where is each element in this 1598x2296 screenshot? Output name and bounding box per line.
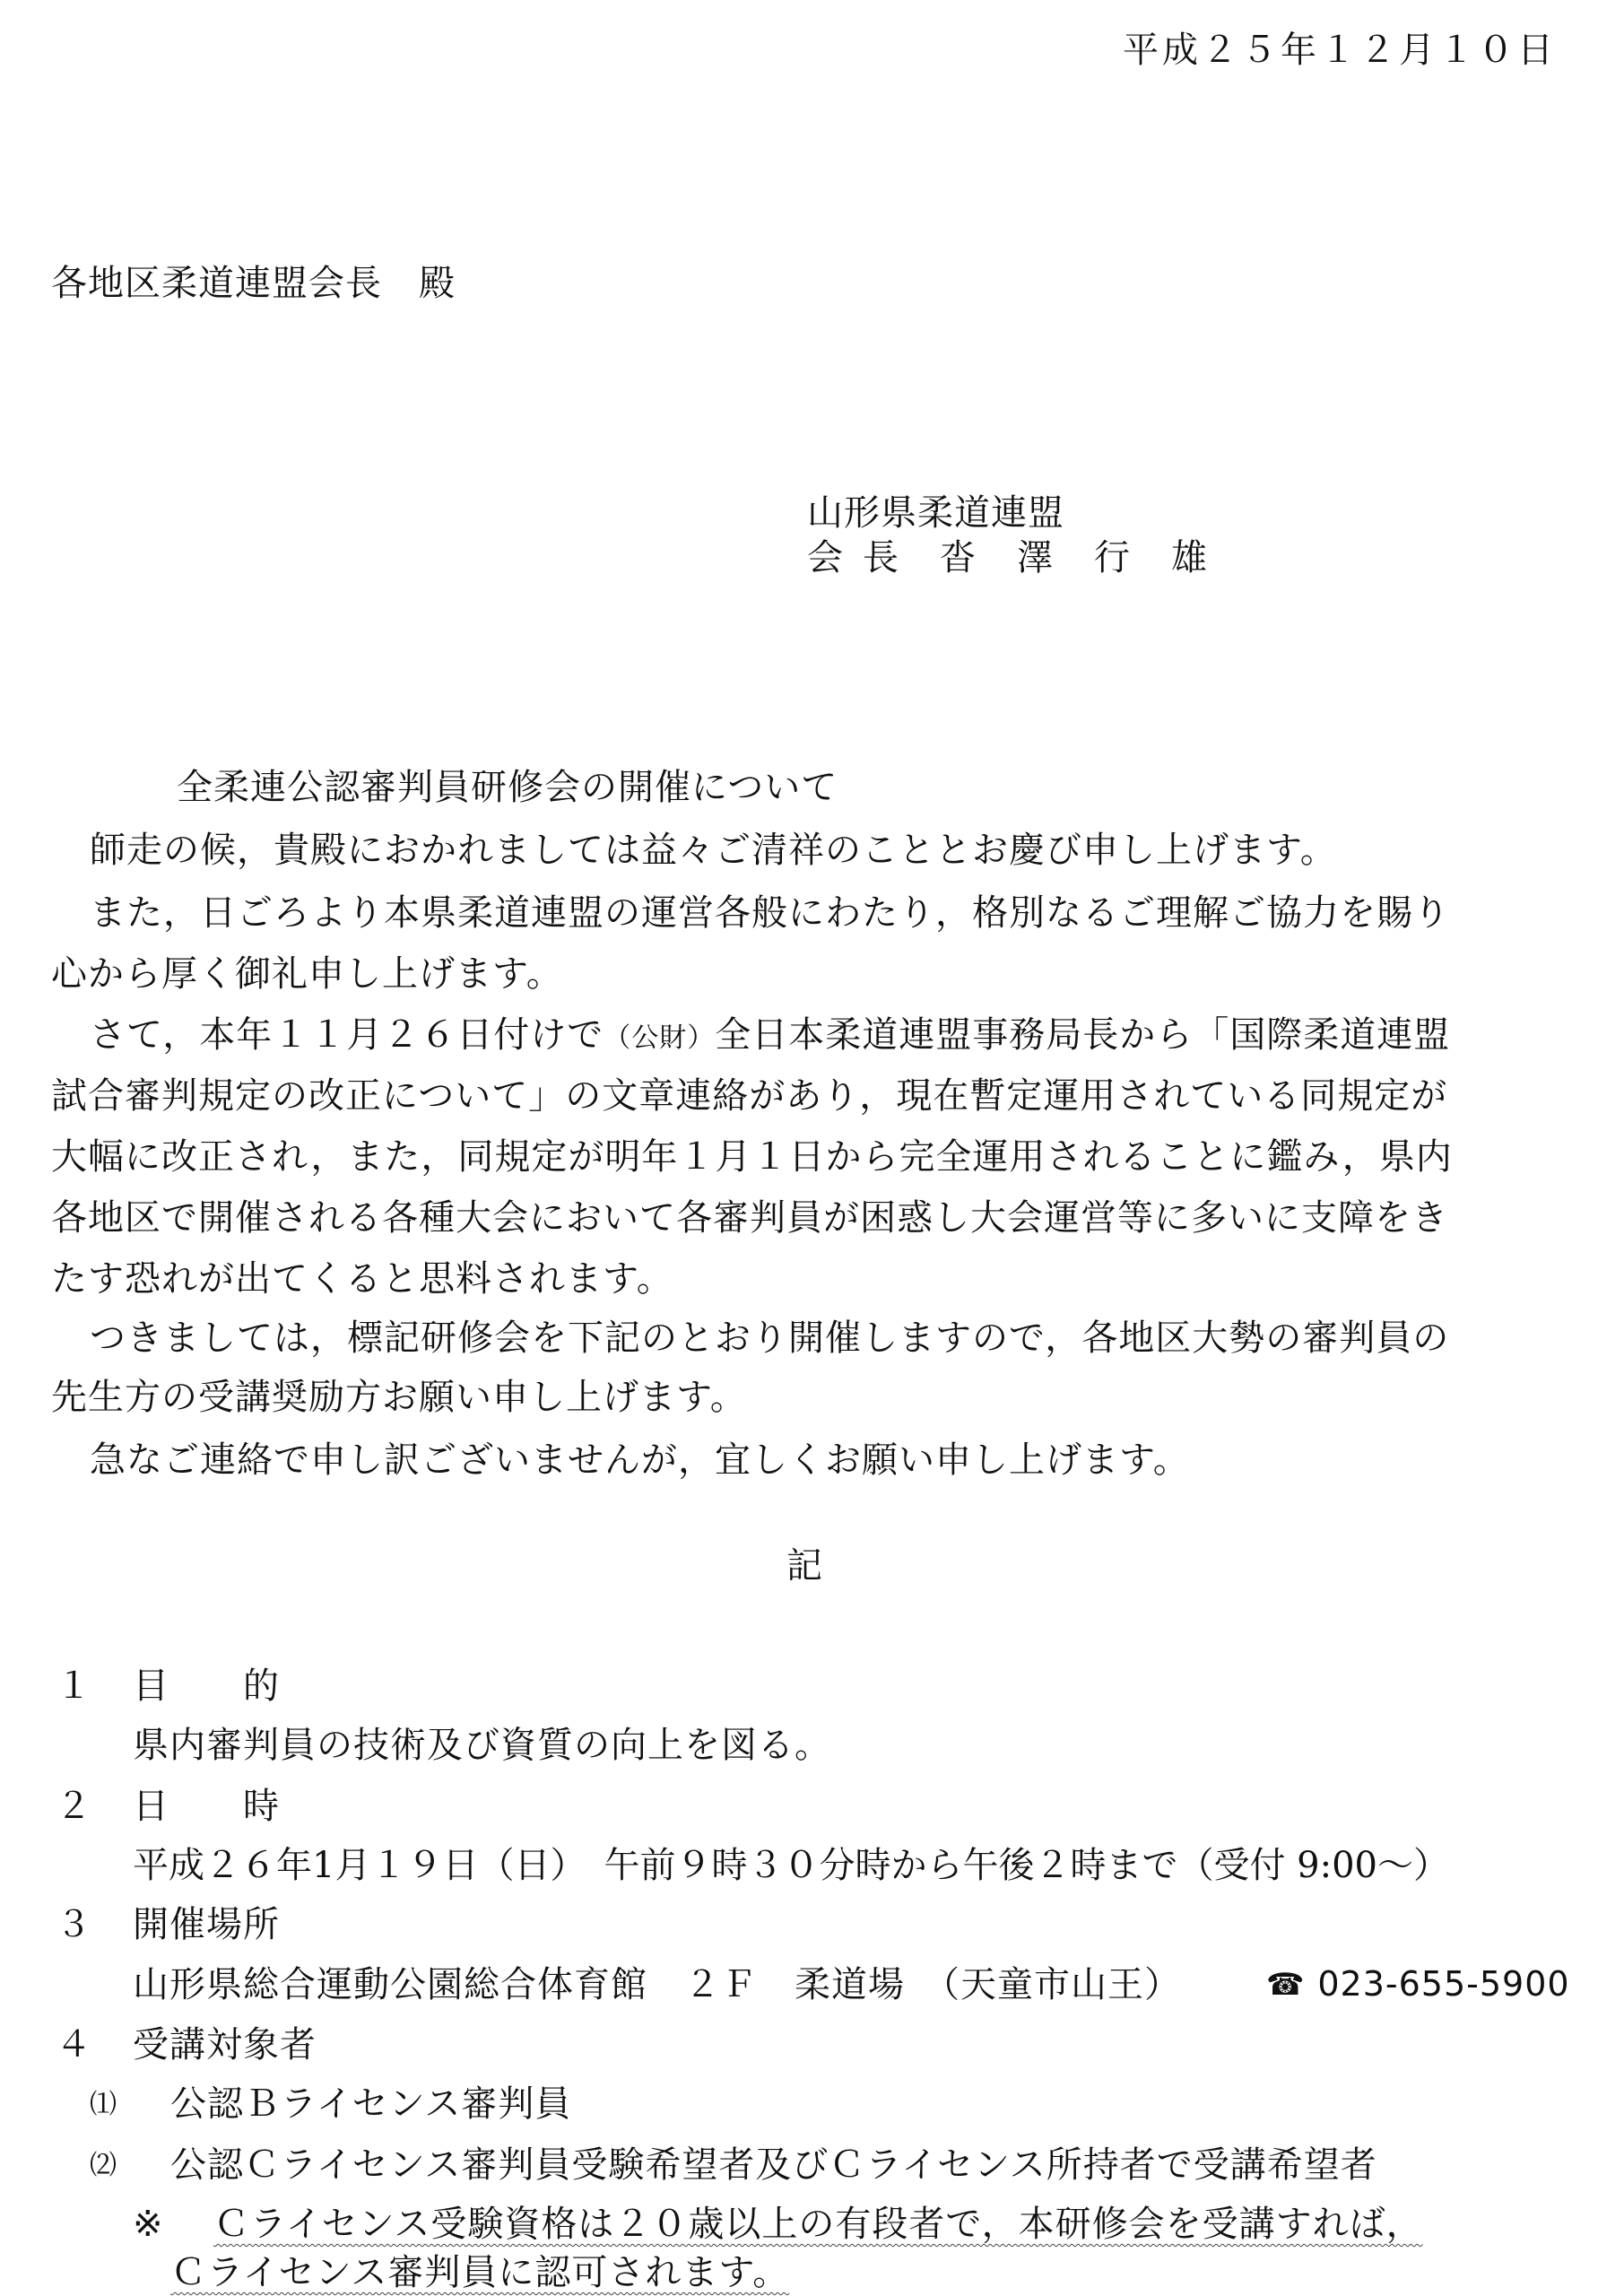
sender-char: 長 (863, 537, 899, 578)
section-title-venue: 開催場所 (133, 1904, 280, 1945)
sender-title-name (807, 537, 1207, 578)
body-paragraph-line: 心から厚く御礼申し上げます。 (51, 953, 563, 995)
document-date: 平成２５年１２月１０日 (1123, 30, 1557, 71)
sender-char: 沓 (940, 537, 976, 578)
sender-char: 会 (807, 537, 843, 578)
body-date-text: 本年１１月２６日付けで (199, 1014, 604, 1056)
section-number: ３ (56, 1904, 92, 1945)
sender-char: 雄 (1171, 537, 1207, 578)
addressee: 各地区柔道連盟会長 殿 (51, 263, 456, 304)
note-mark: ※ (133, 2204, 164, 2245)
section-body-datetime: 平成２６年1月１９日（日） 午前９時３０分時から午後２時まで（受付 9:00～） (133, 1845, 1449, 1886)
body-sender-text: 全日本柔道連盟事務局長から「国際柔道連盟 (715, 1014, 1451, 1056)
ki-heading: 記 (786, 1545, 823, 1587)
section-title-purpose: 目 的 (133, 1665, 280, 1707)
body-paragraph-line: 先生方の受講奨励方お願い申し上げます。 (51, 1377, 747, 1418)
section-title-datetime: 日 時 (133, 1786, 280, 1827)
target-number: ⑵ (90, 2150, 117, 2181)
body-prefix-sate: さて， (90, 1014, 200, 1056)
note-line: Ｃライセンス受験資格は２０歳以上の有段者で，本研修会を受講すれば， (213, 2204, 1423, 2245)
phone-number: 023-655-5900 (1317, 1964, 1570, 2004)
body-paragraph-line: つきましては，標記研修会を下記のとおり開催しますので，各地区大勢の審判員の (90, 1318, 1450, 1359)
body-paragraph-line: 試合審判規定の改正について」の文章連絡があり，現在暫定運用されている同規定が (51, 1075, 1448, 1117)
body-paragraph-line: 各地区で開催される各種大会において各審判員が困惑し大会運営等に多いに支障をき (51, 1197, 1448, 1239)
body-paragraph-line: 急なご連絡で申し訳ございませんが，宜しくお願い申し上げます。 (90, 1439, 1190, 1481)
koueki-label: （公財） (604, 1022, 716, 1054)
telephone-icon: ☎ (1266, 1967, 1306, 2003)
body-paragraph-line: 師走の候，貴殿におかれましては益々ご清祥のこととお慶び申し上げます。 (90, 830, 1337, 871)
target-item: 公認Ｃライセンス審判員受験希望者及びＣライセンス所持者で受講希望者 (170, 2144, 1377, 2186)
section-body-venue: 山形県総合運動公園総合体育館 ２Ｆ 柔道場 （天童市山王） (133, 1964, 1181, 2005)
target-number: ⑴ (90, 2089, 117, 2120)
body-paragraph-line: また，日ごろより本県柔道連盟の運営各般にわたり，格別なるご理解ご協力を賜り (90, 892, 1450, 934)
body-paragraph-line: たす恐れが出てくると思料されます。 (51, 1258, 673, 1300)
section-title-target: 受講対象者 (133, 2024, 317, 2066)
sender-organization: 山形県柔道連盟 (807, 492, 1064, 534)
body-paragraph-line (90, 1014, 1451, 1056)
target-item: 公認Ｂライセンス審判員 (170, 2083, 572, 2125)
section-body-purpose: 県内審判員の技術及び資質の向上を図る。 (133, 1725, 831, 1766)
body-paragraph-line: 大幅に改正され，また，同規定が明年１月１日から完全運用されることに鑑み，県内 (51, 1136, 1453, 1178)
sender-char: 行 (1094, 537, 1130, 578)
note-line: Ｃライセンス審判員に認可されます。 (170, 2252, 790, 2293)
section-number: ４ (56, 2024, 92, 2066)
document-subject: 全柔連公認審判員研修会の開催について (177, 767, 838, 808)
venue-phone (1266, 1964, 1570, 2004)
sender-char: 澤 (1017, 537, 1053, 578)
section-number: １ (56, 1665, 92, 1707)
section-number: ２ (56, 1786, 92, 1827)
